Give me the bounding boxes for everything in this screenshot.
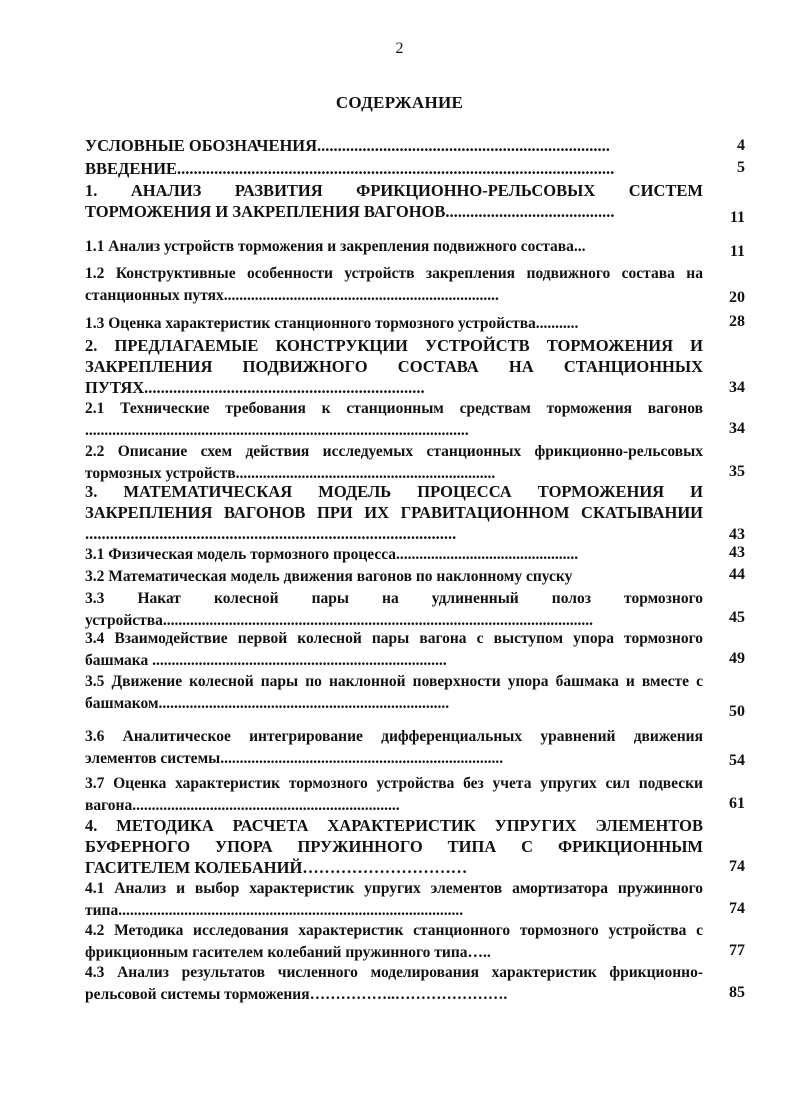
toc-entry-text: 3. МАТЕМАТИЧЕСКАЯ МОДЕЛЬ ПРОЦЕССА ТОРМОЖЕНИЯ И ЗАКРЕПЛЕНИЯ ВАГОНОВ ПРИ ИХ ГРАВИТАЦИОННОМ СКАТЫВАНИИ .......................................................................................... (85, 482, 703, 543)
toc-entry (85, 180, 745, 224)
toc-entry (85, 628, 745, 672)
toc-entry-text: 3.3 Накат колесной пары на удлиненный полоз тормозного устройства............................................................................................................... (85, 590, 703, 629)
toc-entry (85, 158, 745, 180)
toc-entry (85, 398, 745, 442)
toc-entry-page: 44 (729, 566, 745, 583)
toc-entry-page: 5 (737, 159, 745, 176)
toc-entry (85, 544, 745, 566)
toc-entry-page: 11 (729, 243, 745, 260)
toc-entry (85, 566, 745, 588)
toc-entry-text: ВВЕДЕНИЕ.......................................................................................................... (85, 159, 615, 178)
toc-entry-page: 74 (729, 900, 745, 917)
toc-entry (85, 920, 745, 964)
toc-entry (85, 313, 745, 335)
page-number: 2 (395, 40, 404, 57)
toc-entry-text: 4.2 Методика исследования характеристик станционного тормозного устройства с фрикционным гасителем колебаний пружинного типа….. (85, 922, 703, 961)
toc-entry (85, 335, 745, 399)
toc-entry (85, 135, 745, 157)
toc-entry-text: 2. ПРЕДЛАГАЕМЫЕ КОНСТРУКЦИИ УСТРОЙСТВ ТОРМОЖЕНИЯ И ЗАКРЕПЛЕНИЯ ПОДВИЖНОГО СОСТАВА НА СТАНЦИОННЫХ ПУТЯХ.................................................................... (85, 336, 703, 397)
toc-entry-text: 3.1 Физическая модель тормозного процесса............................................... (85, 546, 579, 563)
toc-entry-page: 77 (729, 942, 745, 959)
toc-entry-page: 45 (729, 609, 745, 626)
toc-entry-page: 85 (729, 984, 745, 1001)
toc-entry-text: 2.2 Описание схем действия исследуемых станционных фрикционно-рельсовых тормозных устройств................................................................... (85, 443, 703, 482)
toc-entry-page: 43 (729, 544, 745, 561)
toc-entry-text: 1.3 Оценка характеристик станционного тормозного устройства........... (85, 315, 579, 332)
toc-entry-page: 35 (729, 463, 745, 480)
toc-entry (85, 263, 745, 309)
toc-entry-text: 3.2 Математическая модель движения вагонов по наклонному спуску (85, 568, 573, 585)
toc-entry (85, 588, 745, 632)
toc-entry-text: УСЛОВНЫЕ ОБОЗНАЧЕНИЯ....................................................................... (85, 136, 610, 155)
toc-entry-page: 20 (729, 289, 745, 306)
toc-entry-text: 1.2 Конструктивные особенности устройств закрепления подвижного состава на станционных путях....................................................................... (85, 265, 703, 304)
toc-entry-text: 3.6 Аналитическое интегрирование дифференциальных уравнений движения элементов системы......................................................................... (85, 728, 703, 767)
toc-entry (85, 962, 745, 1006)
toc-entry-page: 28 (729, 313, 745, 330)
toc-entry (85, 481, 745, 545)
toc-entry (85, 878, 745, 922)
toc-entry-page: 49 (729, 650, 745, 667)
toc-entry (85, 815, 745, 879)
toc-entry-text: 3.5 Движение колесной пары по наклонной поверхности упора башмака и вместе с башмаком........................................................................... (85, 673, 703, 712)
toc-entry-page: 11 (729, 209, 745, 226)
toc-entry-text: 2.1 Технические требования к станционным средствам торможения вагонов ................................................................................................... (85, 400, 703, 439)
toc-entry-text: 4.3 Анализ результатов численного моделирования характеристик фрикционно-рельсовой системы торможения……………..…………………. (85, 964, 703, 1003)
toc-entry (85, 236, 745, 260)
toc-entry (85, 671, 745, 720)
toc-entry-page: 54 (729, 752, 745, 769)
toc-entry-page: 50 (729, 703, 745, 720)
toc-entry (85, 726, 745, 770)
toc-entry-page: 34 (729, 420, 745, 437)
toc-entry-text: 4. МЕТОДИКА РАСЧЕТА ХАРАКТЕРИСТИК УПРУГИХ ЭЛЕМЕНТОВ БУФЕРНОГО УПОРА ПРУЖИННОГО ТИПА С ФРИКЦИОННЫМ ГАСИТЕЛЕМ КОЛЕБАНИЙ………………………… (85, 816, 703, 877)
toc-entry (85, 773, 745, 817)
toc-entry-text: 4.1 Анализ и выбор характеристик упругих элементов амортизатора пружинного типа......................................................................................... (85, 880, 703, 919)
toc-entry-page: 61 (729, 795, 745, 812)
toc-entry-page: 43 (729, 526, 745, 543)
toc-entry-text: 3.7 Оценка характеристик тормозного устройства без учета упругих сил подвески вагона..................................................................... (85, 775, 703, 814)
toc-entry-page: 4 (737, 137, 745, 154)
toc-entry-page: 74 (729, 858, 745, 875)
toc-entry-text: 1. АНАЛИЗ РАЗВИТИЯ ФРИКЦИОННО-РЕЛЬСОВЫХ СИСТЕМ ТОРМОЖЕНИЯ И ЗАКРЕПЛЕНИЯ ВАГОНОВ......................................... (85, 181, 703, 221)
toc-entry-page: 34 (729, 379, 745, 396)
toc-entry-text: 1.1 Анализ устройств торможения и закрепления подвижного состава... (85, 238, 586, 255)
toc-title: СОДЕРЖАНИЕ (335, 93, 464, 112)
toc-entry (85, 441, 745, 485)
toc-entry-text: 3.4 Взаимодействие первой колесной пары вагона с выступом упора тормозного башмака ............................................................................ (85, 630, 703, 669)
